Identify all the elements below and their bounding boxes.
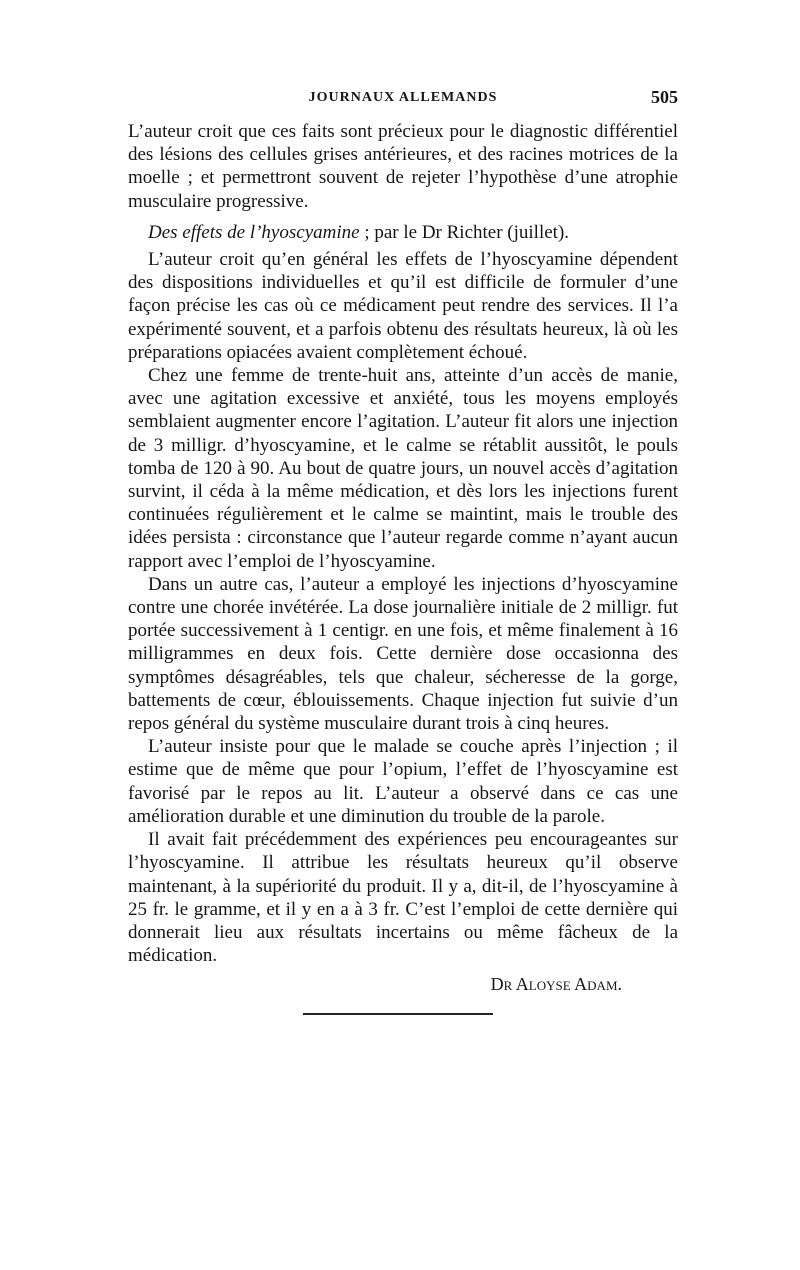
paragraph: L’auteur croit qu’en général les effets de l’hyoscyamine dépendent des dispositions individuelles et qu’il est difficile de formuler d’une façon précise les cas où ce médicament peut rendre des services. Il l’a expérimenté souvent, et a parfois obtenu des résultats heureux, là où les préparations opiacées avaient complètement échoué. [128, 249, 678, 363]
paragraph: Il avait fait précédemment des expériences peu encourageantes sur l’hyoscyamine. Il attribue les résultats heureux qu’il observe maintenant, à la supériorité du produit. Il y a, dit-il, de l’hyoscyamine à 25 fr. le gramme, et il y en a à 3 fr. C’est l’emploi de cette dernière qui donnerait lieu aux résultats incertains ou même fâcheux de la médication. [128, 829, 678, 967]
closing-rule [303, 1013, 493, 1015]
article-byline: ; par le Dr Richter (juillet). [359, 221, 570, 243]
page-body [128, 120, 678, 997]
page-header [128, 87, 678, 120]
author-signature: Dr Aloyse Adam. [490, 974, 622, 995]
paragraph: L’auteur insiste pour que le malade se couche après l’injection ; il estime que de même que pour l’opium, l’effet de l’hyoscyamine est favorisé par le repos au lit. L’auteur a observé dans ce cas une amélioration durable et une diminution du trouble de la parole. [128, 736, 678, 827]
paragraph: Dans un autre cas, l’auteur a employé les injections d’hyoscyamine contre une chorée invétérée. La dose journalière initiale de 2 milligr. fut portée successivement à 1 centigr. en une fois, et même finalement à 16 milligrammes en deux fois. Cette dernière dose occasionna des symptômes désagréables, tels que chaleur, sécheresse de la gorge, battements de cœur, éblouissements. Chaque injection fut suivie d’un repos général du système musculaire durant trois à cinq heures. [128, 573, 678, 735]
running-title: JOURNAUX ALLEMANDS [308, 90, 498, 105]
section-heading [128, 221, 678, 244]
paragraph: Chez une femme de trente-huit ans, atteinte d’un accès de manie, avec une agitation excessive et anxiété, tous les moyens employés semblaient augmenter encore l’agitation. L’auteur fit alors une injection de 3 milligr. d’hyoscyamine, et le calme se rétablit aussitôt, le pouls tomba de 120 à 90. Au bout de quatre jours, un nouvel accès d’agitation survint, il céda à la même médication, et dès lors les injections furent continuées régulièrement et le calme se maintint, mais le trouble des idées persista : circonstance que l’auteur regarde comme n’ayant aucun rapport avec l’emploi de l’hyoscyamine. [128, 365, 678, 572]
book-page [128, 87, 678, 1015]
article-title: Des effets de l’hyoscyamine [148, 221, 360, 243]
page-number: 505 [651, 87, 678, 107]
paragraph-intro: L’auteur croit que ces faits sont précieux pour le diagnostic différentiel des lésions des cellules grises antérieures, et des racines motrices de la moelle ; et permettront souvent de rejeter l’hypothèse d’une atrophie musculaire progressive. [128, 121, 678, 212]
